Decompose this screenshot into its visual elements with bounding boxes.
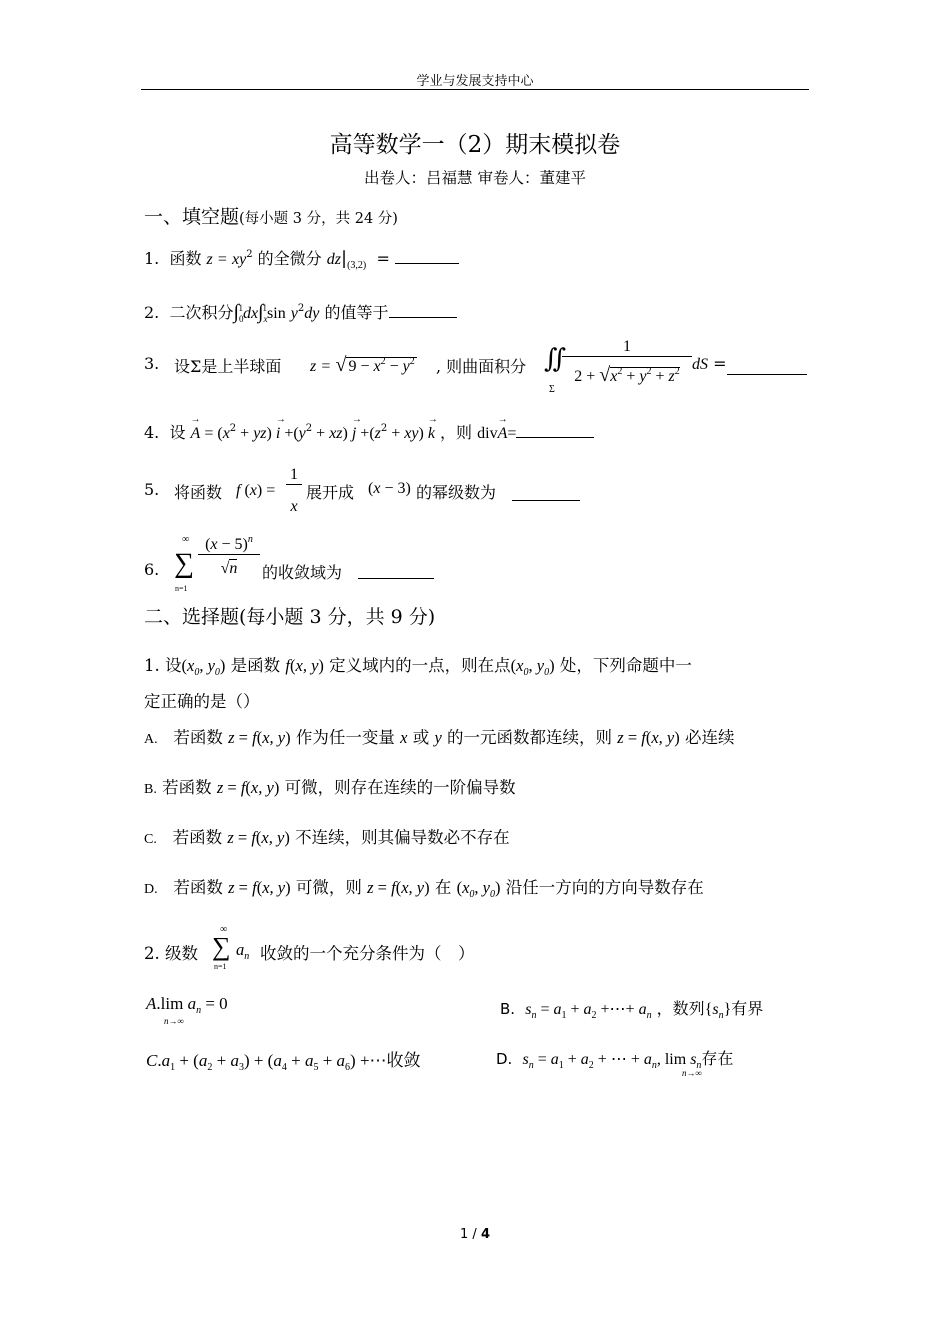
summation-sign: ∑ [174,548,194,579]
sum-lower: n=1 [214,962,227,971]
answer-blank [389,303,457,318]
option-label: A. [144,732,158,747]
q-text: 的收敛域为 [262,563,343,582]
q-text: 将函数 [174,483,223,502]
q-text: 可微，则 [295,878,362,897]
page-total: 4 [480,1227,490,1242]
double-integral-sign: ∬ [544,344,567,373]
series-term: $a_n$ [236,940,250,962]
page-separator: / [472,1227,477,1242]
fraction-denominator: $2 + √x^2 + y^2 + z^2$ [574,364,680,386]
q-num: 3. [144,354,160,373]
option-label: D. [144,882,158,897]
section1-heading [144,202,398,229]
q-text: 处，下列命题中一 [559,656,692,675]
q-text: 作为任一变量 [295,728,395,747]
answer-blank [358,564,434,579]
section1-note: (每小题 3 分，共 24 分) [239,211,398,227]
section1-title: 一、填空题 [144,206,240,228]
q-text: 若函数 [173,728,223,747]
q-text: 的全微分 [257,249,322,268]
q-text: ，则 [440,423,473,442]
choice-question-1-line2: 定正确的是（） [144,692,260,711]
q-text: 若函数 [162,778,212,797]
page-current: 1 [460,1227,469,1242]
fill-question-4: 4. 设 → $A = (x^2 + yz) \to i +(y^2 + xz) \to j +(z^2 + xy) \to k$ ，则 div→ A= [144,420,594,443]
q-text: , 则曲面积分 [436,357,527,376]
q-num: 5. [144,480,160,499]
fraction-numerator: 1 [562,338,692,357]
sigma-subscript: Σ [549,384,555,395]
q-text: 必连续 [685,728,735,747]
option-1c: C. 若函数 z = f(x, y) 不连续，则其偏导数必不存在 [144,828,510,847]
limit-subscript: n→∞ [164,1016,184,1026]
fraction-numerator: $(x - 5)^n$ [198,534,260,555]
q-text: 定义域内的一点，则在点 [329,656,511,675]
sum-upper: ∞ [220,924,228,935]
q-text: 函数 [169,249,202,268]
exam-title: 高等数学一（2）期末模拟卷 [329,132,621,158]
q-text: 在 [434,878,452,897]
fraction-numerator: 1 [286,466,302,485]
option-1a: A. 若函数 z = f(x, y) 作为任一变量 x 或 y 的一元函数都连续，则 z = f(x, y) 必连续 [144,728,735,747]
q-text: 可微，则存在连续的一阶偏导数 [284,778,516,797]
option-2c: $C.a_1 + (a_2 + a_3) + (a_4 + a_5 + a_6)$ +⋯收敛 [146,1051,421,1073]
section2-heading: 二、选择题(每小题 3 分，共 9 分) [144,606,436,628]
answer-blank [727,360,807,375]
exam-authors: 出卷人：吕福慧 审卷人：董建平 [364,169,586,187]
q-text: 若函数 [172,828,223,847]
option-2d: D. $s_n = a_1 + a_2$ + ⋯ + $a_n$, $\lim s_n$存在 n→∞ [496,1049,734,1078]
option-2a: A.lim $a_n = 0$ n→∞ [146,994,228,1026]
q-text: = [376,249,390,268]
fraction-denominator: x [290,498,298,515]
q-text: = [713,354,727,373]
q-num: 6. [144,560,160,579]
q-text: 展开成 [306,483,355,502]
q-text: 存在 [701,1049,734,1068]
q-text: 若函数 [173,878,223,897]
q-text: div [477,425,498,442]
x-minus-3: (x − 3) [368,480,411,497]
page-number [0,1227,950,1242]
hemisphere-formula: z = √ $9 - x^2 - y^2$ [310,354,415,376]
q-text: 1. 设 [144,656,182,675]
fill-question-2: 2. 二次积分$\int_0^1dx\int_x^1\sin$ $y^2dy$ 的值等于 [144,300,457,324]
q-text: 2. 级数 [144,944,198,963]
q-text: ，数列 [656,999,705,1018]
q-text: 设Σ是上半球面 [174,357,282,376]
fill-question-1: 1. 函数 $z = xy^2$ 的全微分 $dz|_{(3,2)}$ = [144,246,459,271]
q-text: 收敛 [386,1051,421,1071]
option-label: D. [496,1050,513,1068]
answer-blank [516,423,594,438]
ds-term: dS = [692,354,727,373]
q-text: 的幂级数为 [416,483,497,502]
q-num: 4. [144,423,160,442]
option-2b: B. $s_n = a_1 + a_2$ +⋯+ $a_n$ ，数列$\{s_n\}$有界 [500,999,764,1021]
q-text: 是函数 [230,656,281,675]
option-1b: B. 若函数 z = f(x, y) 可微，则存在连续的一阶偏导数 [144,778,516,797]
option-1d: D. 若函数 z = f(x, y) 可微，则 z = f(x, y) 在 ($x_0$, $y_0$) 沿任一方向的方向导数存在 [144,878,704,900]
q-text: 设 [169,423,186,442]
summation-sign: ∑ [212,932,231,961]
option-label: B. [144,782,157,797]
sum-lower: n=1 [175,584,188,593]
q-text: 沿任一方向的方向导数存在 [505,878,704,897]
q-text: 的一元函数都连续，则 [447,728,613,747]
choice-question-1: 1. 设($x_0$, $y_0$) 是函数 f(x, y) 定义域内的一点，则在点($x_0$, $y_0$) 处，下列命题中一 [144,656,692,678]
q-num: 2. [144,303,160,322]
q-text: 或 [412,728,430,747]
q-num: 1. [144,249,160,268]
fraction-denominator: √n [220,560,238,577]
fx-term: f (x) = [236,482,276,499]
page-header: 学业与发展支持中心 [416,74,534,89]
q-text: 有界 [731,999,764,1018]
header-rule [141,89,809,90]
answer-blank [395,249,459,264]
option-label: C. [144,832,157,847]
q-text: 不连续，则其偏导数必不存在 [295,828,510,847]
option-label: B. [500,1000,516,1018]
q-text: 二次积分 [169,303,234,322]
answer-blank [512,486,580,501]
q-text: 的值等于 [324,303,389,322]
limit-subscript: n→∞ [682,1068,702,1078]
q-text: 收敛的一个充分条件为（ ） [260,944,475,963]
sum-upper: ∞ [182,534,190,545]
